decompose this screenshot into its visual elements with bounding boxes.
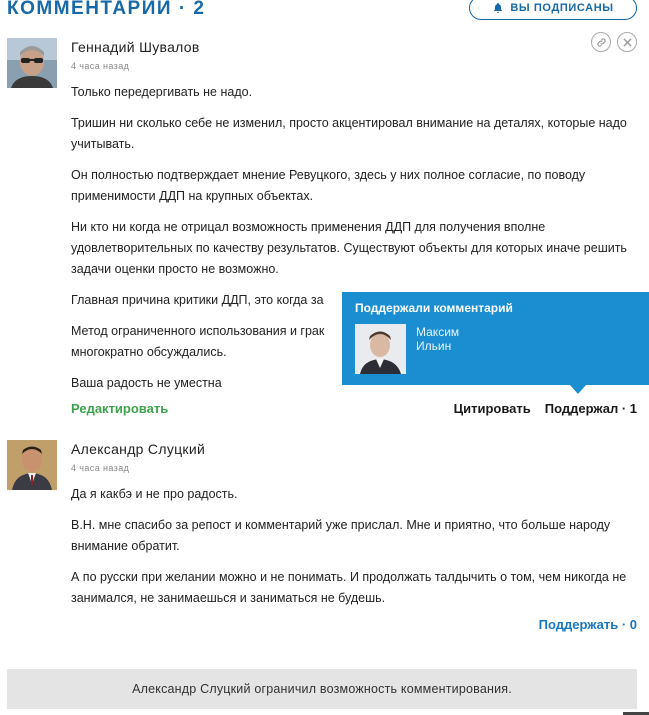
subscribed-label: ВЫ ПОДПИСАНЫ	[510, 2, 614, 14]
comment-paragraph: Главная причина критики ДДП, это когда за	[71, 293, 324, 307]
supporter-avatar[interactable]	[355, 324, 406, 374]
comment-body	[71, 484, 633, 619]
supporter-first-name: Максим	[416, 325, 460, 339]
comment-author[interactable]: Александр Слуцкий	[71, 441, 206, 457]
comment-actions	[454, 401, 637, 416]
comment-item	[7, 440, 637, 640]
comment-paragraph: Ни кто ни когда не отрицал возможность применения ДДП для получения вполне удовлетворительных по качеству результатов. Существуют объекты для которых иначе решить задачи оценки просто не возможно.	[71, 220, 627, 276]
comments-restricted-notice: Александр Слуцкий ограничил возможность комментирования.	[7, 669, 637, 709]
comments-title: КОММЕНТАРИИ · 2	[7, 0, 206, 19]
popup-title: Поддержали комментарий	[355, 301, 513, 315]
quote-button[interactable]: Цитировать	[453, 401, 531, 416]
avatar[interactable]	[7, 38, 57, 88]
avatar[interactable]	[7, 440, 57, 490]
bell-icon	[492, 2, 504, 14]
close-icon[interactable]	[617, 32, 637, 52]
comment-actions	[539, 617, 637, 632]
comment-time: 4 часа назад	[71, 463, 130, 473]
comment-paragraph: Метод ограниченного использования и грак	[71, 324, 325, 338]
comment-paragraph: Да я какбэ и не про радость.	[71, 487, 238, 501]
link-icon[interactable]	[591, 32, 611, 52]
comment-time: 4 часа назад	[71, 61, 130, 71]
support-button[interactable]: Поддержать · 0	[538, 617, 637, 632]
comment-paragraph: В.Н. мне спасибо за репост и комментарий уже прислал. Мне и приятно, что больше народу внимание обратит.	[71, 518, 611, 553]
popup-arrow	[570, 385, 586, 394]
comment-paragraph: А по русски при желании можно и не понимать. И продолжать талдычить о том, чем никогда не занимался, не занимаешься и заниматься не будешь.	[71, 570, 627, 605]
supporter-last-name: Ильин	[416, 339, 452, 353]
comment-paragraph: Только передергивать не надо.	[71, 85, 253, 99]
comment-paragraph: Ваша радость не уместна	[71, 376, 222, 390]
comment-paragraph: многократно обсуждались.	[71, 345, 227, 359]
comments-header	[7, 0, 637, 20]
edit-link[interactable]: Редактировать	[71, 401, 169, 416]
comment-paragraph: Он полностью подтверждает мнение Ревуцкого, здесь у них полное согласие, по поводу применимости ДДП на крупных объектах.	[71, 168, 586, 203]
support-button[interactable]: Поддержал · 1	[544, 401, 637, 416]
comment-paragraph: Тришин ни сколько себе не изменил, просто акцентировал внимание на деталях, которые надо учитывать.	[71, 116, 627, 151]
supporters-popup	[342, 292, 649, 385]
subscribed-button[interactable]	[469, 0, 637, 20]
comment-tools	[591, 32, 637, 52]
comment-author[interactable]: Геннадий Шувалов	[71, 39, 200, 55]
supporter-name[interactable]	[416, 325, 459, 353]
